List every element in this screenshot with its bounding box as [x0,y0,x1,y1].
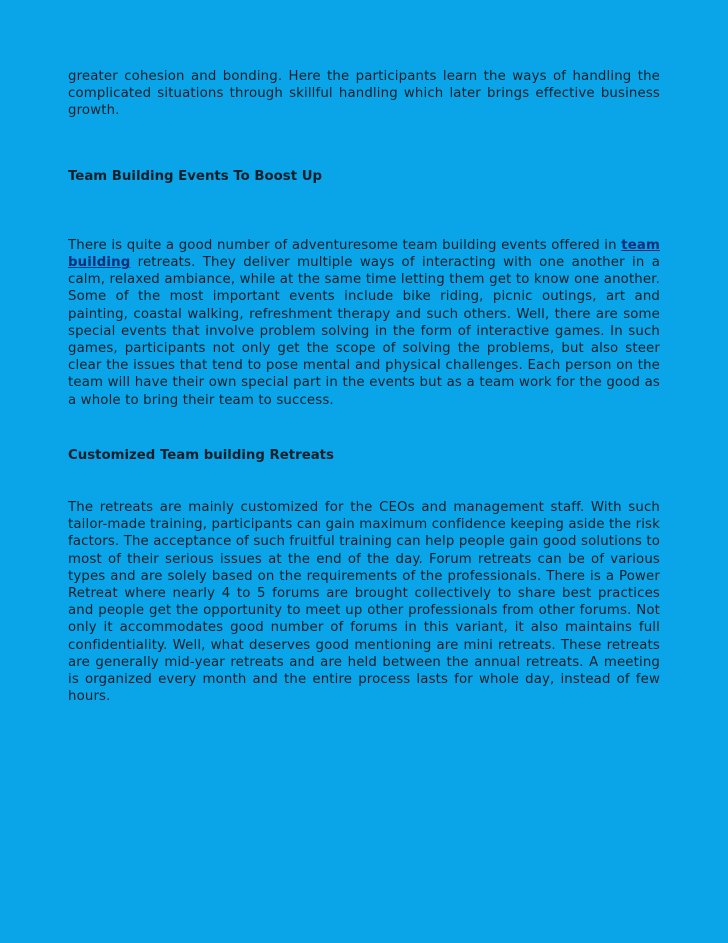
paragraph-intro: greater cohesion and bonding. Here the participants learn the ways of handling the complicated situations through skillful handling which later brings effective business growth. [68,69,660,119]
paragraph-events [68,237,660,409]
paragraph-retreats: The retreats are mainly customized for the CEOs and management staff. With such tailor-made training, participants can gain maximum confidence keeping aside the risk factors. The acceptance of such fruitful training can help people gain good solutions to most of their serious issues at the end of the day. Forum retreats can be of various types and are solely based on the requirements of the professionals. There is a Power Retreat where nearly 4 to 5 forums are brought collectively to share best practices and people get the opportunity to meet up other professionals from other forums. Not only it accommodates good number of forums in this variant, it also maintains full confidentiality. Well, what deserves good mentioning are mini retreats. These retreats are generally mid-year retreats and are held between the annual retreats. A meeting is organized every month and the entire process lasts for whole day, instead of few hours. [68,500,660,705]
document-body [68,68,660,705]
paragraph-events-post: retreats. They deliver multiple ways of interacting with one another in a calm, relaxed ambiance, while at the same time letting them get to know one another. Some of the most important events include bike riding, picnic outings, art and painting, coastal walking, refreshment therapy and such others. Well, there are some special events that involve problem solving in the form of interactive games. In such games, participants not only get the scope of solving the problems, but also steer clear the issues that tend to pose mental and physical challenges. Each person on the team will have their own special part in the events but as a team work for the good as a whole to bring their team to success. [68,255,660,408]
heading-team-building-events: Team Building Events To Boost Up [68,168,323,184]
paragraph-events-pre: There is quite a good number of adventuresome team building events offered in [68,237,622,253]
team-building-link[interactable]: team building [68,237,660,271]
heading-customized-retreats: Customized Team building Retreats [68,447,334,463]
